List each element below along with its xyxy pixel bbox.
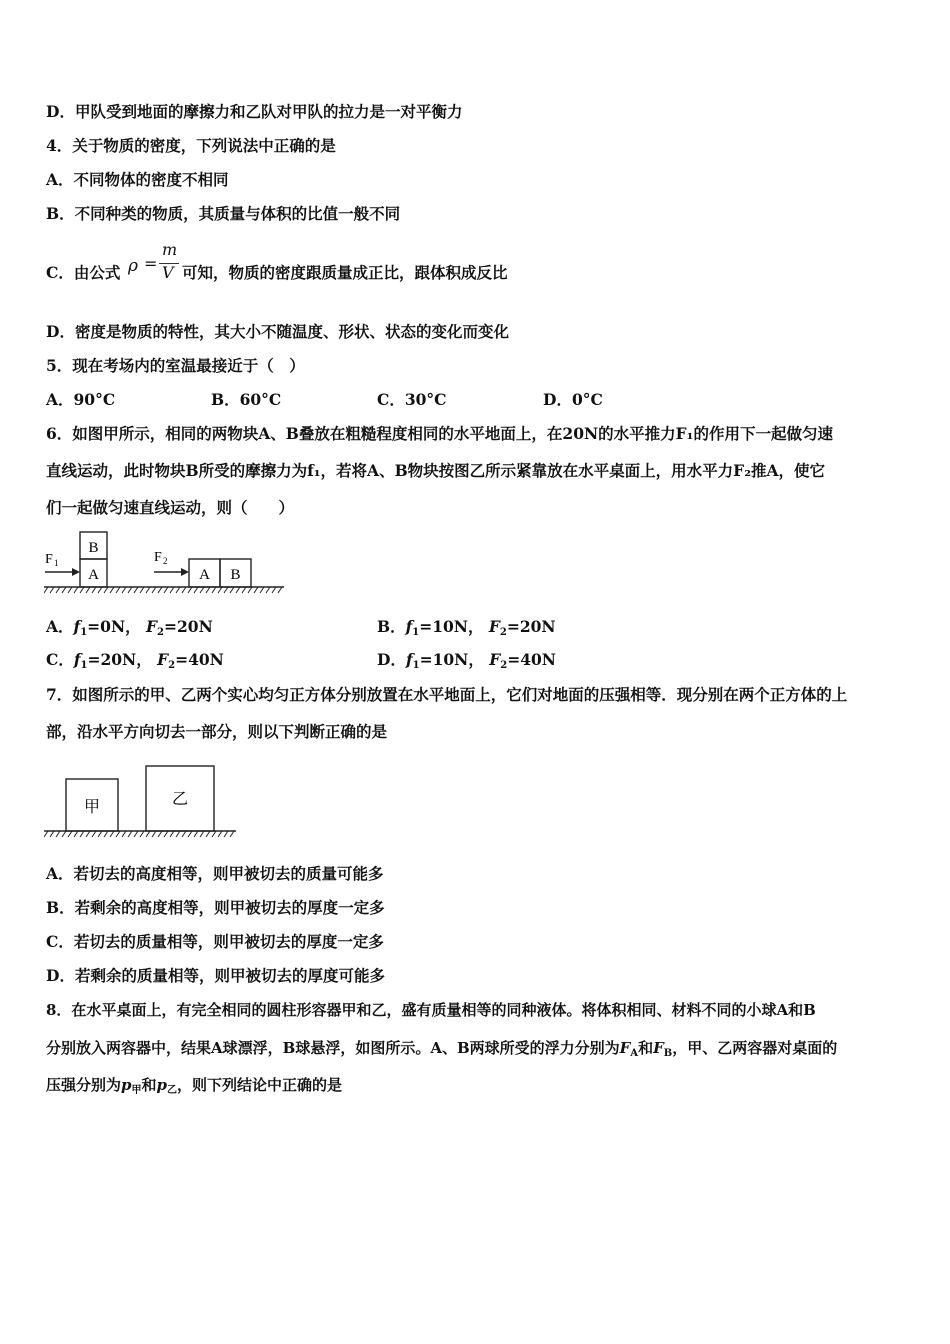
q7-option-d: D．若剩余的质量相等，则甲被切去的厚度可能多 [46, 966, 385, 985]
q4-option-d: D．密度是物质的特性，其大小不随温度、形状、状态的变化而变化 [46, 322, 509, 341]
q6-option-b-f: f [405, 617, 413, 636]
q6-option-c-Fval: =40N [175, 650, 224, 669]
cube-yi-label: 乙 [171, 789, 189, 808]
q8-p-yi: p [156, 1076, 168, 1094]
q6-option-b-Fval: =20N [506, 617, 556, 636]
block-a-side-label: A [199, 567, 210, 583]
q6-option-d-fval: =10N， [419, 650, 484, 669]
q4-option-c-suffix: 可知，物质的密度跟质量成正比，跟体积成反比 [182, 263, 508, 282]
q7-ground-hatching [44, 831, 234, 837]
formula-rho: ρ [128, 256, 138, 276]
q6-option-a-Fval: =20N [164, 617, 213, 636]
q6-figure [44, 528, 288, 598]
q7-line-2: 部，沿水平方向切去一部分，则以下判断正确的是 [46, 722, 388, 741]
q8-fa-sub: A [630, 1048, 639, 1059]
q5-stem: 5．现在考场内的室温最接近于（ ） [46, 356, 305, 375]
q8-line-2-a: 分别放入两容器中，结果A球漂浮，B球悬浮，如图所示。A、B两球所受的浮力分别为 [46, 1039, 620, 1057]
force-f2-label: F [154, 550, 162, 565]
q6-option-c-f: f [73, 650, 81, 669]
q6-option-d-Fsub: 2 [500, 660, 508, 671]
q8-p-jia: p [121, 1076, 132, 1094]
q8-fa: F [619, 1039, 631, 1057]
force-f1-arrowhead [72, 568, 80, 576]
q6-option-a-fval: =0N， [87, 617, 141, 636]
force-f2-subscript: 2 [163, 556, 168, 566]
q6-option-c-fsub: 1 [80, 660, 88, 671]
q6-option-a-fsub: 1 [80, 627, 88, 638]
q6-option-c-fval: =20N， [87, 650, 152, 669]
block-b-side-label: B [230, 567, 241, 583]
q6-option-a [46, 617, 213, 637]
q6-option-d-label: D． [377, 650, 406, 669]
q5-option-c: C．30°C [377, 390, 447, 409]
q6-option-a-label: A． [46, 617, 74, 636]
q6-option-b-fsub: 1 [412, 627, 420, 638]
force-f1-label: F [45, 552, 53, 567]
q8-line-3 [46, 1075, 342, 1095]
q6-option-c [46, 650, 224, 670]
q6-option-b-label: B． [377, 617, 406, 636]
q3-option-d: D．甲队受到地面的摩擦力和乙队对甲队的拉力是一对平衡力 [46, 102, 463, 121]
q5-option-b: B．60°C [211, 390, 282, 409]
formula-numerator: m [162, 240, 178, 259]
q6-option-a-F: F [146, 617, 158, 636]
q8-line-2 [46, 1038, 837, 1058]
q6-option-d-f: f [405, 650, 413, 669]
q5-option-a: A．90°C [46, 390, 116, 409]
density-formula [124, 242, 184, 286]
q6-option-d [377, 650, 556, 670]
q4-option-a: A．不同物体的密度不相同 [46, 170, 229, 189]
q8-line-1: 8．在水平桌面上，有完全相同的圆柱形容器甲和乙，盛有质量相等的同种液体。将体积相同、材料不同的小球A和B [46, 1001, 816, 1019]
q8-fb-sub: B [663, 1048, 673, 1059]
q5-option-d: D．0°C [543, 390, 603, 409]
q7-option-c: C．若切去的质量相等，则甲被切去的厚度一定多 [46, 932, 384, 951]
block-b-stacked-label: B [88, 540, 99, 556]
q6-line-3: 们一起做匀速直线运动，则（ ） [46, 498, 295, 517]
q6-option-c-F: F [157, 650, 169, 669]
q4-stem: 4．关于物质的密度，下列说法中正确的是 [46, 136, 336, 155]
q6-line-1: 6．如图甲所示，相同的两物块A、B叠放在粗糙程度相同的水平地面上，在20N的水平推力F₁的作用下一起做匀速 [46, 424, 833, 443]
block-a-stacked-label: A [88, 567, 99, 583]
q6-option-b [377, 617, 556, 637]
formula-denominator: V [162, 263, 174, 282]
q7-figure [44, 762, 240, 842]
q6-option-b-fval: =10N， [419, 617, 484, 636]
q7-option-b: B．若剩余的高度相等，则甲被切去的厚度一定多 [46, 898, 385, 917]
q7-line-1: 7．如图所示的甲、乙两个实心均匀正方体分别放置在水平地面上，它们对地面的压强相等．现分别在两个正方体的上 [46, 685, 848, 704]
q7-option-a: A．若切去的高度相等，则甲被切去的质量可能多 [46, 864, 384, 883]
q8-p-jia-sub: 甲 [131, 1085, 142, 1096]
q6-option-a-f: f [73, 617, 81, 636]
force-f2-arrowhead [181, 568, 189, 576]
force-f1-subscript: 1 [54, 558, 59, 568]
q6-option-c-label: C． [46, 650, 74, 669]
q8-line-3-b: ，则下列结论中正确的是 [177, 1076, 343, 1094]
q8-fb: F [653, 1039, 664, 1057]
q8-and: 和 [638, 1039, 654, 1057]
q4-option-b: B．不同种类的物质，其质量与体积的比值一般不同 [46, 204, 401, 223]
ground-hatching [44, 587, 282, 593]
q6-option-d-F: F [489, 650, 501, 669]
q4-option-c-prefix: C．由公式 [46, 263, 121, 282]
q8-and-2: 和 [141, 1076, 157, 1094]
q6-option-a-Fsub: 2 [157, 627, 165, 638]
formula-equals: = [144, 254, 158, 273]
q6-option-c-Fsub: 2 [168, 660, 176, 671]
q6-option-b-F: F [488, 617, 500, 636]
q6-option-d-fsub: 1 [412, 660, 420, 671]
q8-p-yi-sub: 乙 [167, 1085, 178, 1096]
q6-option-b-Fsub: 2 [499, 627, 507, 638]
cube-jia-label: 甲 [83, 797, 101, 816]
q8-line-3-a: 压强分别为 [46, 1076, 122, 1094]
q8-line-2-b: ，甲、乙两容器对桌面的 [672, 1039, 838, 1057]
q6-line-2: 直线运动，此时物块B所受的摩擦力为f₁，若将A、B物块按图乙所示紧靠放在水平桌面上，用水平力F₂推A，使它 [46, 461, 826, 480]
q6-option-d-Fval: =40N [507, 650, 556, 669]
